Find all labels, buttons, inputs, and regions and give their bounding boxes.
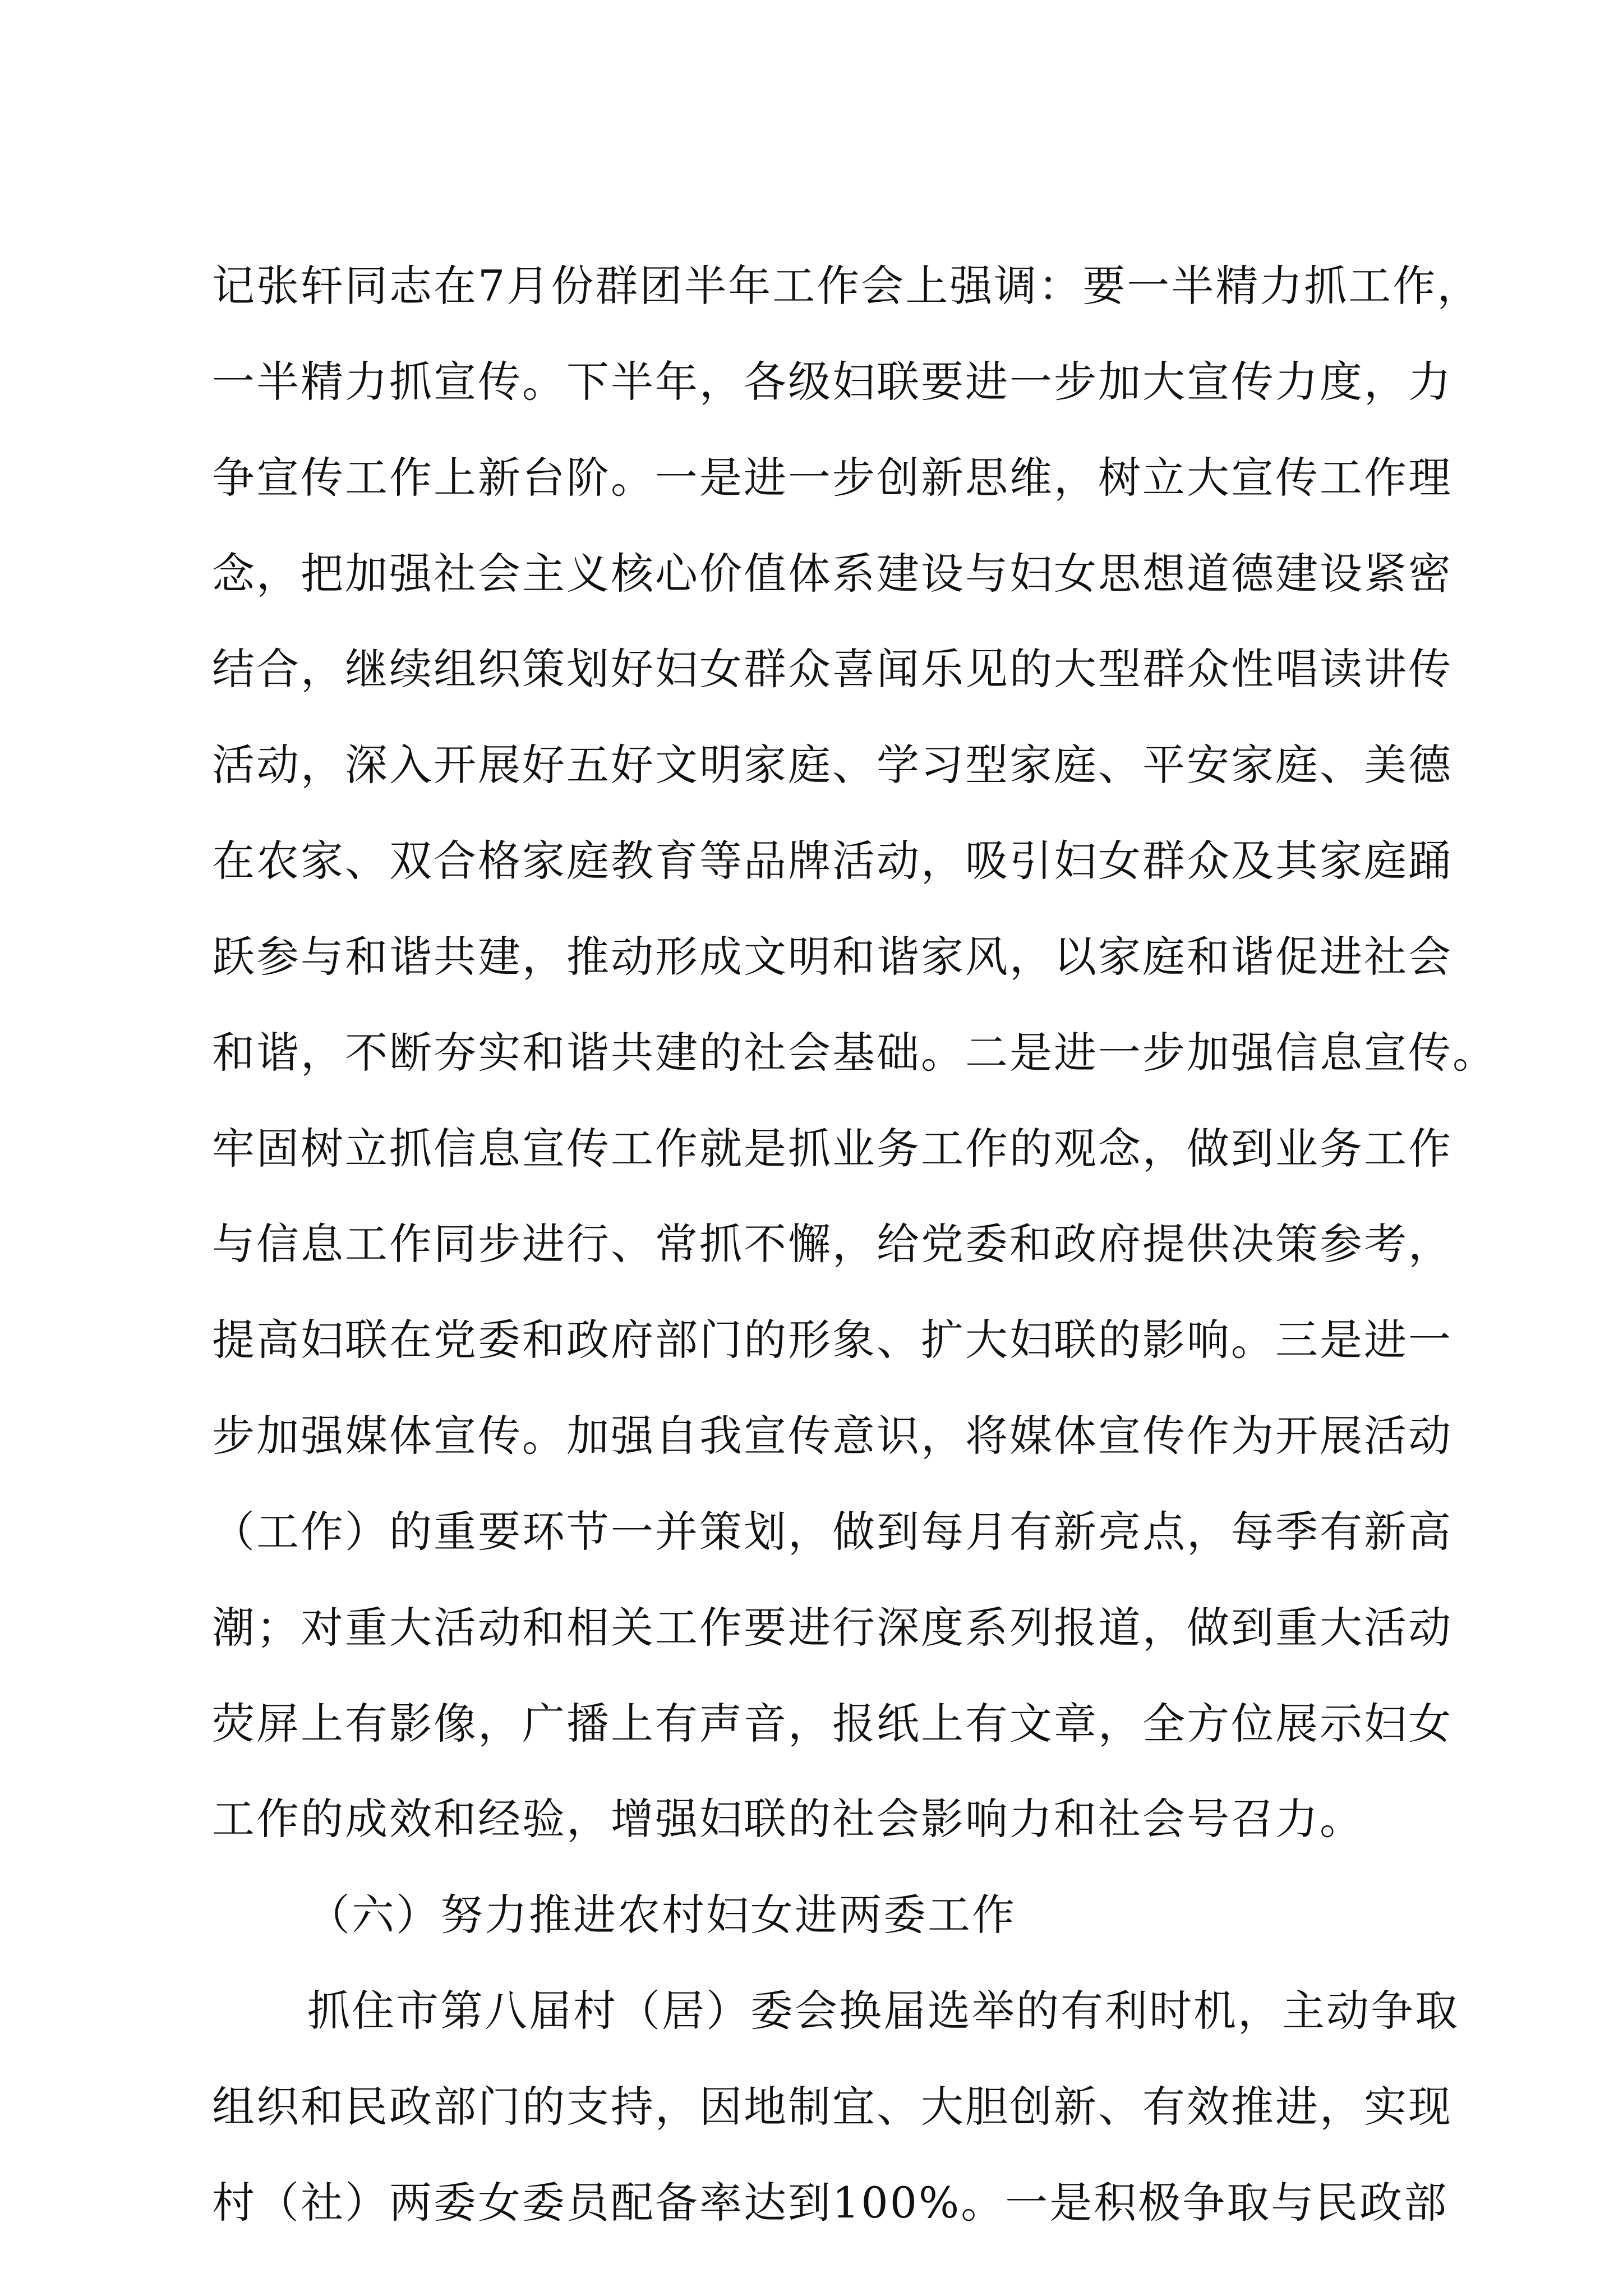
text-line: 一半精力抓宣传。下半年，各级妇联要进一步加大宣传力度，力 — [212, 357, 1453, 407]
text-line: 牢固树立抓信息宣传工作就是抓业务工作的观念，做到业务工作 — [212, 1124, 1453, 1174]
text-line: 记张轩同志在7月份群团半年工作会上强调：要一半精力抓工作， — [212, 261, 1482, 311]
text-line: 村（社）两委女委员配备率达到100%。一是积极争取与民政部 — [212, 2178, 1449, 2228]
text-line: 争宣传工作上新台阶。一是进一步创新思维，树立大宣传工作理 — [212, 453, 1453, 503]
text-line: 和谐，不断夯实和谐共建的社会基础。二是进一步加强信息宣传。 — [212, 1028, 1497, 1078]
text-line: 跃参与和谐共建，推动形成文明和谐家风，以家庭和谐促进社会 — [212, 932, 1453, 982]
section-heading: （六）努力推进农村妇女进两委工作 — [307, 1890, 1016, 1940]
text-line: 结合，继续组织策划好妇女群众喜闻乐见的大型群众性唱读讲传 — [212, 644, 1453, 694]
text-line: 步加强媒体宣传。加强自我宣传意识，将媒体宣传作为开展活动 — [212, 1411, 1453, 1461]
text-line: 提高妇联在党委和政府部门的形象、扩大妇联的影响。三是进一 — [212, 1315, 1453, 1365]
text-line: （工作）的重要环节一并策划，做到每月有新亮点，每季有新高 — [212, 1507, 1453, 1557]
text-line: 在农家、双合格家庭教育等品牌活动，吸引妇女群众及其家庭踊 — [212, 836, 1453, 886]
text-line: 念，把加强社会主义核心价值体系建设与妇女思想道德建设紧密 — [212, 549, 1453, 599]
paragraph-first-line: 抓住市第八届村（居）委会换届选举的有利时机，主动争取 — [307, 1986, 1459, 2036]
text-line: 活动，深入开展好五好文明家庭、学习型家庭、平安家庭、美德 — [212, 740, 1453, 790]
text-line: 与信息工作同步进行、常抓不懈，给党委和政府提供决策参考， — [212, 1219, 1453, 1269]
text-line: 荧屏上有影像，广播上有声音，报纸上有文章，全方位展示妇女 — [212, 1699, 1453, 1749]
text-line: 组织和民政部门的支持，因地制宜、大胆创新、有效推进，实现 — [212, 2082, 1453, 2132]
text-line: 潮；对重大活动和相关工作要进行深度系列报道，做到重大活动 — [212, 1603, 1453, 1653]
text-line: 工作的成效和经验，增强妇联的社会影响力和社会号召力。 — [212, 1794, 1364, 1844]
